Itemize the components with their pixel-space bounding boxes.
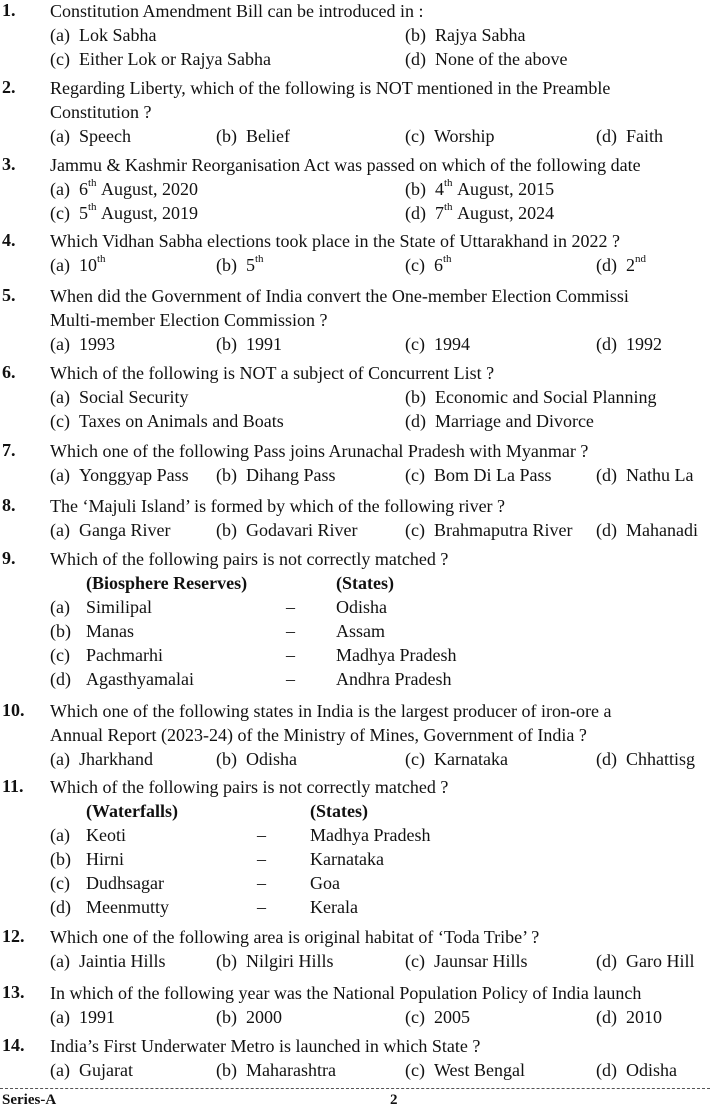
option-text: West Bengal bbox=[433, 1060, 526, 1080]
option-c[interactable] bbox=[405, 464, 552, 486]
question-number: 10. bbox=[2, 700, 25, 720]
option-a[interactable] bbox=[50, 333, 115, 355]
pair-name: Meenmutty bbox=[86, 897, 169, 917]
option-letter: (a) bbox=[50, 387, 70, 407]
option-letter: (d) bbox=[50, 897, 71, 917]
column-header-right: (States) bbox=[336, 573, 394, 593]
option-letter: (d) bbox=[596, 334, 617, 354]
option-d[interactable] bbox=[596, 1006, 662, 1028]
option-a[interactable] bbox=[50, 464, 189, 486]
option-text: Taxes on Animals and Boats bbox=[78, 411, 284, 431]
option-letter: (a) bbox=[50, 951, 70, 971]
question-text: Which Vidhan Sabha elections took place in the State of Uttarakhand in 2022 ? bbox=[50, 231, 620, 251]
option-text: Economic and Social Planning bbox=[435, 387, 657, 407]
option-b[interactable] bbox=[216, 519, 357, 541]
pair-name: Similipal bbox=[86, 597, 153, 617]
option-letter: (c) bbox=[50, 873, 70, 893]
option-letter: (b) bbox=[216, 126, 237, 146]
question-text: The ‘Majuli Island’ is formed by which of the following river ? bbox=[50, 496, 506, 516]
question-number: 5. bbox=[2, 285, 16, 305]
option-text: 1992 bbox=[626, 334, 662, 354]
option-text: 2005 bbox=[433, 1007, 470, 1027]
question-text: Jammu & Kashmir Reorganisation Act was passed on which of the following date bbox=[50, 155, 641, 175]
pair-state: Karnataka bbox=[310, 849, 384, 869]
option-text: 2 bbox=[626, 255, 635, 275]
option-letter: (d) bbox=[596, 1007, 617, 1027]
option-text: Jharkhand bbox=[78, 749, 153, 769]
pair-dash: – bbox=[286, 597, 295, 617]
option-text: 1991 bbox=[78, 1007, 115, 1027]
option-text: None of the above bbox=[435, 49, 568, 69]
option-letter: (b) bbox=[405, 179, 426, 199]
option-text: 4 bbox=[435, 179, 444, 199]
pair-name: Agasthyamalai bbox=[86, 669, 194, 689]
ordinal-suffix: nd bbox=[635, 253, 646, 265]
option-letter: (b) bbox=[216, 1007, 237, 1027]
option-text: Belief bbox=[246, 126, 290, 146]
option-a[interactable] bbox=[50, 596, 70, 618]
option-text: Speech bbox=[78, 126, 131, 146]
question-text: Which of the following is NOT a subject of Concurrent List ? bbox=[50, 363, 495, 383]
option-text: 7 bbox=[435, 203, 444, 223]
option-letter: (b) bbox=[216, 749, 237, 769]
option-d[interactable] bbox=[596, 464, 693, 486]
question-number: 13. bbox=[2, 982, 25, 1002]
pair-state: Assam bbox=[336, 621, 385, 641]
option-letter: (a) bbox=[50, 334, 70, 354]
option-text: 2010 bbox=[626, 1007, 662, 1027]
ordinal-suffix: th bbox=[87, 177, 97, 189]
option-letter: (d) bbox=[596, 951, 617, 971]
question-number: 7. bbox=[2, 440, 16, 460]
option-b[interactable] bbox=[50, 848, 71, 870]
option-letter: (c) bbox=[405, 1060, 425, 1080]
option-text: Godavari River bbox=[246, 520, 358, 540]
option-b[interactable] bbox=[405, 386, 656, 408]
option-c[interactable] bbox=[405, 254, 452, 276]
option-letter: (d) bbox=[596, 1060, 617, 1080]
option-a[interactable] bbox=[50, 748, 153, 770]
option-b[interactable] bbox=[216, 125, 290, 147]
option-a[interactable] bbox=[50, 519, 170, 541]
option-text: 1994 bbox=[433, 334, 470, 354]
option-text: 6 bbox=[78, 179, 88, 199]
option-letter: (b) bbox=[216, 520, 237, 540]
pair-dash: – bbox=[286, 669, 295, 689]
option-text: Odisha bbox=[246, 749, 297, 769]
question-text: Constitution ? bbox=[50, 102, 152, 122]
option-d[interactable] bbox=[405, 410, 594, 432]
column-header-left: (Biosphere Reserves) bbox=[86, 573, 248, 593]
question-number: 8. bbox=[2, 495, 16, 515]
question-text: Which one of the following states in India is the largest producer of iron-ore a bbox=[50, 701, 612, 721]
option-letter: (a) bbox=[50, 25, 70, 45]
pair-dash: – bbox=[257, 873, 266, 893]
option-text: Chhattisg bbox=[626, 749, 696, 769]
ordinal-suffix: th bbox=[444, 177, 453, 189]
ordinal-suffix: th bbox=[444, 201, 453, 213]
option-c[interactable] bbox=[50, 202, 198, 224]
question-number: 2. bbox=[2, 77, 16, 97]
option-text-rest: August, 2024 bbox=[457, 203, 555, 223]
option-text: Yonggyap Pass bbox=[78, 465, 189, 485]
option-c[interactable] bbox=[405, 748, 508, 770]
column-header-right: (States) bbox=[310, 801, 368, 821]
option-b[interactable] bbox=[405, 24, 525, 46]
option-c[interactable] bbox=[50, 48, 271, 70]
option-letter: (d) bbox=[596, 465, 617, 485]
option-letter: (c) bbox=[50, 411, 70, 431]
option-b[interactable] bbox=[216, 1006, 282, 1028]
question-text: When did the Government of India convert the One-member Election Commissi bbox=[50, 286, 629, 306]
option-text: Nilgiri Hills bbox=[246, 951, 334, 971]
option-text: Faith bbox=[626, 126, 664, 146]
pair-dash: – bbox=[286, 621, 295, 641]
option-a[interactable] bbox=[50, 1059, 133, 1081]
option-letter: (a) bbox=[50, 465, 70, 485]
option-text: 10 bbox=[78, 255, 97, 275]
option-text: Lok Sabha bbox=[78, 25, 157, 45]
option-letter: (d) bbox=[50, 669, 71, 689]
question-text: Regarding Liberty, which of the following is NOT mentioned in the Preamble bbox=[50, 78, 611, 98]
question-text: Annual Report (2023-24) of the Ministry of Mines, Government of India ? bbox=[50, 725, 587, 745]
pair-dash: – bbox=[257, 849, 266, 869]
question-number: 6. bbox=[2, 362, 16, 382]
option-c[interactable] bbox=[405, 519, 572, 541]
option-c[interactable] bbox=[405, 333, 470, 355]
pair-dash: – bbox=[257, 897, 266, 917]
option-letter: (a) bbox=[50, 1007, 70, 1027]
pair-state: Goa bbox=[310, 873, 340, 893]
pair-state: Odisha bbox=[336, 597, 387, 617]
option-d[interactable] bbox=[596, 254, 646, 276]
question-number: 14. bbox=[2, 1035, 25, 1055]
option-text: Odisha bbox=[626, 1060, 677, 1080]
option-letter: (a) bbox=[50, 825, 70, 845]
pair-name: Dudhsagar bbox=[86, 873, 164, 893]
option-text: Either Lok or Rajya Sabha bbox=[78, 49, 271, 69]
ordinal-suffix: th bbox=[96, 253, 106, 265]
option-letter: (c) bbox=[50, 203, 70, 223]
option-text-rest: August, 2015 bbox=[457, 179, 555, 199]
option-text: Gujarat bbox=[78, 1060, 133, 1080]
option-letter: (b) bbox=[50, 621, 71, 641]
option-text: Karnataka bbox=[433, 749, 508, 769]
option-a[interactable] bbox=[50, 125, 131, 147]
pair-state: Madhya Pradesh bbox=[310, 825, 431, 845]
option-d[interactable] bbox=[596, 1059, 677, 1081]
option-letter: (c) bbox=[405, 465, 425, 485]
option-c[interactable] bbox=[405, 125, 495, 147]
question-text: Which one of the following Pass joins Arunachal Pradesh with Myanmar ? bbox=[50, 441, 589, 461]
question-text: Constitution Amendment Bill can be introduced in : bbox=[50, 1, 424, 21]
option-c[interactable] bbox=[50, 410, 284, 432]
question-number: 1. bbox=[2, 0, 16, 20]
option-letter: (d) bbox=[596, 126, 617, 146]
option-text: 5 bbox=[78, 203, 88, 223]
option-d[interactable] bbox=[596, 333, 662, 355]
option-text: Worship bbox=[433, 126, 495, 146]
option-text: Brahmaputra River bbox=[433, 520, 573, 540]
option-text: 5 bbox=[246, 255, 255, 275]
option-letter: (d) bbox=[405, 203, 426, 223]
option-letter: (c) bbox=[405, 255, 425, 275]
option-letter: (b) bbox=[216, 951, 237, 971]
option-text: Garo Hill bbox=[626, 951, 695, 971]
pair-name: Hirni bbox=[86, 849, 124, 869]
option-letter: (b) bbox=[405, 25, 426, 45]
pair-dash: – bbox=[286, 645, 295, 665]
option-letter: (d) bbox=[596, 255, 617, 275]
option-letter: (b) bbox=[405, 387, 426, 407]
option-a[interactable] bbox=[50, 1006, 115, 1028]
option-a[interactable] bbox=[50, 824, 70, 846]
option-b[interactable] bbox=[50, 620, 71, 642]
option-letter: (c) bbox=[405, 749, 425, 769]
option-b[interactable] bbox=[216, 1059, 336, 1081]
option-c[interactable] bbox=[50, 644, 70, 666]
option-b[interactable] bbox=[216, 950, 334, 972]
question-text: Which of the following pairs is not correctly matched ? bbox=[50, 777, 449, 797]
question-text: India’s First Underwater Metro is launched in which State ? bbox=[50, 1036, 481, 1056]
question-number: 12. bbox=[2, 926, 25, 946]
option-text: Dihang Pass bbox=[246, 465, 336, 485]
option-d[interactable] bbox=[596, 748, 695, 770]
pair-state: Andhra Pradesh bbox=[336, 669, 452, 689]
option-a[interactable] bbox=[50, 950, 165, 972]
option-letter: (a) bbox=[50, 597, 70, 617]
option-letter: (a) bbox=[50, 1060, 70, 1080]
ordinal-suffix: th bbox=[442, 253, 452, 265]
option-letter: (a) bbox=[50, 255, 70, 275]
question-text: Which one of the following area is original habitat of ‘Toda Tribe’ ? bbox=[50, 927, 540, 947]
ordinal-suffix: th bbox=[255, 253, 264, 265]
option-letter: (a) bbox=[50, 126, 70, 146]
option-letter: (b) bbox=[216, 334, 237, 354]
option-letter: (d) bbox=[596, 749, 617, 769]
option-text: 2000 bbox=[246, 1007, 282, 1027]
option-letter: (d) bbox=[405, 49, 426, 69]
option-letter: (a) bbox=[50, 749, 70, 769]
option-c[interactable] bbox=[405, 1059, 525, 1081]
footer-divider bbox=[0, 1088, 710, 1089]
option-text: Maharashtra bbox=[246, 1060, 336, 1080]
option-d[interactable] bbox=[50, 668, 71, 690]
question-text: In which of the following year was the National Population Policy of India launch bbox=[50, 983, 642, 1003]
option-text: Marriage and Divorce bbox=[435, 411, 594, 431]
option-letter: (c) bbox=[405, 520, 425, 540]
option-text-rest: August, 2020 bbox=[101, 179, 199, 199]
option-text: 6 bbox=[433, 255, 443, 275]
option-a[interactable] bbox=[50, 386, 188, 408]
option-b[interactable] bbox=[216, 464, 336, 486]
option-d[interactable] bbox=[405, 48, 567, 70]
option-d[interactable] bbox=[596, 519, 698, 541]
option-letter: (a) bbox=[50, 520, 70, 540]
question-number: 4. bbox=[2, 230, 16, 250]
option-a[interactable] bbox=[50, 254, 106, 276]
pair-name: Keoti bbox=[86, 825, 126, 845]
option-d[interactable] bbox=[596, 125, 663, 147]
option-d[interactable] bbox=[50, 896, 71, 918]
option-text: Jaintia Hills bbox=[78, 951, 166, 971]
option-letter: (a) bbox=[50, 179, 70, 199]
page-number: 2 bbox=[390, 1092, 398, 1108]
ordinal-suffix: th bbox=[87, 201, 97, 213]
option-text: Social Security bbox=[78, 387, 189, 407]
option-b[interactable] bbox=[216, 333, 282, 355]
option-text: 1993 bbox=[78, 334, 115, 354]
question-number: 9. bbox=[2, 548, 16, 568]
question-text: Multi-member Election Commission ? bbox=[50, 310, 328, 330]
option-d[interactable] bbox=[405, 202, 554, 224]
option-text: Mahanadi bbox=[626, 520, 698, 540]
question-text: Which of the following pairs is not correctly matched ? bbox=[50, 549, 449, 569]
pair-dash: – bbox=[257, 825, 266, 845]
option-letter: (c) bbox=[405, 334, 425, 354]
option-c[interactable] bbox=[405, 1006, 470, 1028]
option-text-rest: August, 2019 bbox=[101, 203, 199, 223]
option-d[interactable] bbox=[596, 950, 694, 972]
option-c[interactable] bbox=[50, 872, 70, 894]
option-c[interactable] bbox=[405, 950, 527, 972]
option-letter: (c) bbox=[405, 1007, 425, 1027]
option-letter: (b) bbox=[216, 465, 237, 485]
option-letter: (c) bbox=[50, 645, 70, 665]
option-b[interactable] bbox=[405, 178, 554, 200]
option-letter: (b) bbox=[216, 255, 237, 275]
option-letter: (b) bbox=[50, 849, 71, 869]
option-letter: (c) bbox=[405, 126, 425, 146]
pair-name: Pachmarhi bbox=[86, 645, 163, 665]
option-letter: (d) bbox=[405, 411, 426, 431]
option-b[interactable] bbox=[216, 254, 264, 276]
option-text: Bom Di La Pass bbox=[433, 465, 552, 485]
option-letter: (b) bbox=[216, 1060, 237, 1080]
pair-state: Madhya Pradesh bbox=[336, 645, 457, 665]
option-text: Ganga River bbox=[78, 520, 171, 540]
column-header-left: (Waterfalls) bbox=[86, 801, 178, 821]
option-a[interactable] bbox=[50, 24, 156, 46]
option-b[interactable] bbox=[216, 748, 297, 770]
option-text: Nathu La bbox=[626, 465, 694, 485]
option-letter: (d) bbox=[596, 520, 617, 540]
option-text: Jaunsar Hills bbox=[433, 951, 528, 971]
option-letter: (c) bbox=[405, 951, 425, 971]
pair-state: Kerala bbox=[310, 897, 358, 917]
option-text: Rajya Sabha bbox=[435, 25, 526, 45]
option-letter: (c) bbox=[50, 49, 70, 69]
option-a[interactable] bbox=[50, 178, 198, 200]
series-label: Series-A bbox=[2, 1092, 57, 1108]
option-text: 1991 bbox=[246, 334, 282, 354]
question-number: 3. bbox=[2, 154, 16, 174]
question-number: 11. bbox=[2, 776, 24, 796]
pair-name: Manas bbox=[86, 621, 134, 641]
